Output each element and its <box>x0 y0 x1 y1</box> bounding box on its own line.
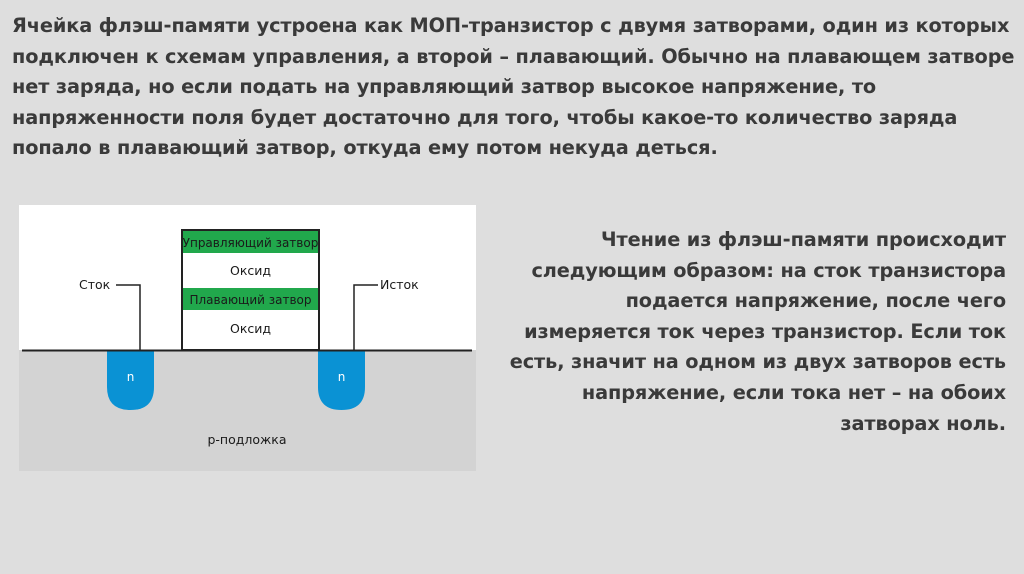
reading-paragraph: Чтение из флэш-памяти происходит следующим образом: на сток транзистора подается напряжение, после чего измеряется ток через транзистор. Если ток есть, значит на одном из двух затворов есть напряжение, если тока нет – на обоих затворах ноль. <box>509 228 1006 435</box>
oxide-top-label: Оксид <box>229 263 272 278</box>
floating-gate-label: Плавающий затвор <box>189 293 312 307</box>
control-gate-label: Управляющий затвор <box>182 236 319 250</box>
intro-paragraph: Ячейка флэш-памяти устроена как МОП-транзистор с двумя затворами, один из которых подключен к схемам управления, а второй – плавающий. Обычно на плавающем затворе нет заряда, но если подать на управляющий затвор высокое напряжение, то напряженности поля будет достаточно для того, чтобы какое-то количество заряда попало в плавающий затвор, откуда ему потом некуда деться. <box>12 14 1015 159</box>
oxide-bottom-label: Оксид <box>229 321 272 336</box>
substrate-label: p-подложка <box>207 432 287 447</box>
n-source-label: n <box>337 370 346 384</box>
n-drain-label: n <box>126 370 135 384</box>
p-substrate-region <box>19 350 476 471</box>
source-label: Исток <box>380 277 419 292</box>
drain-label: Сток <box>79 277 111 292</box>
flash-cell-svg <box>19 205 476 471</box>
flash-cell-diagram <box>19 205 476 471</box>
